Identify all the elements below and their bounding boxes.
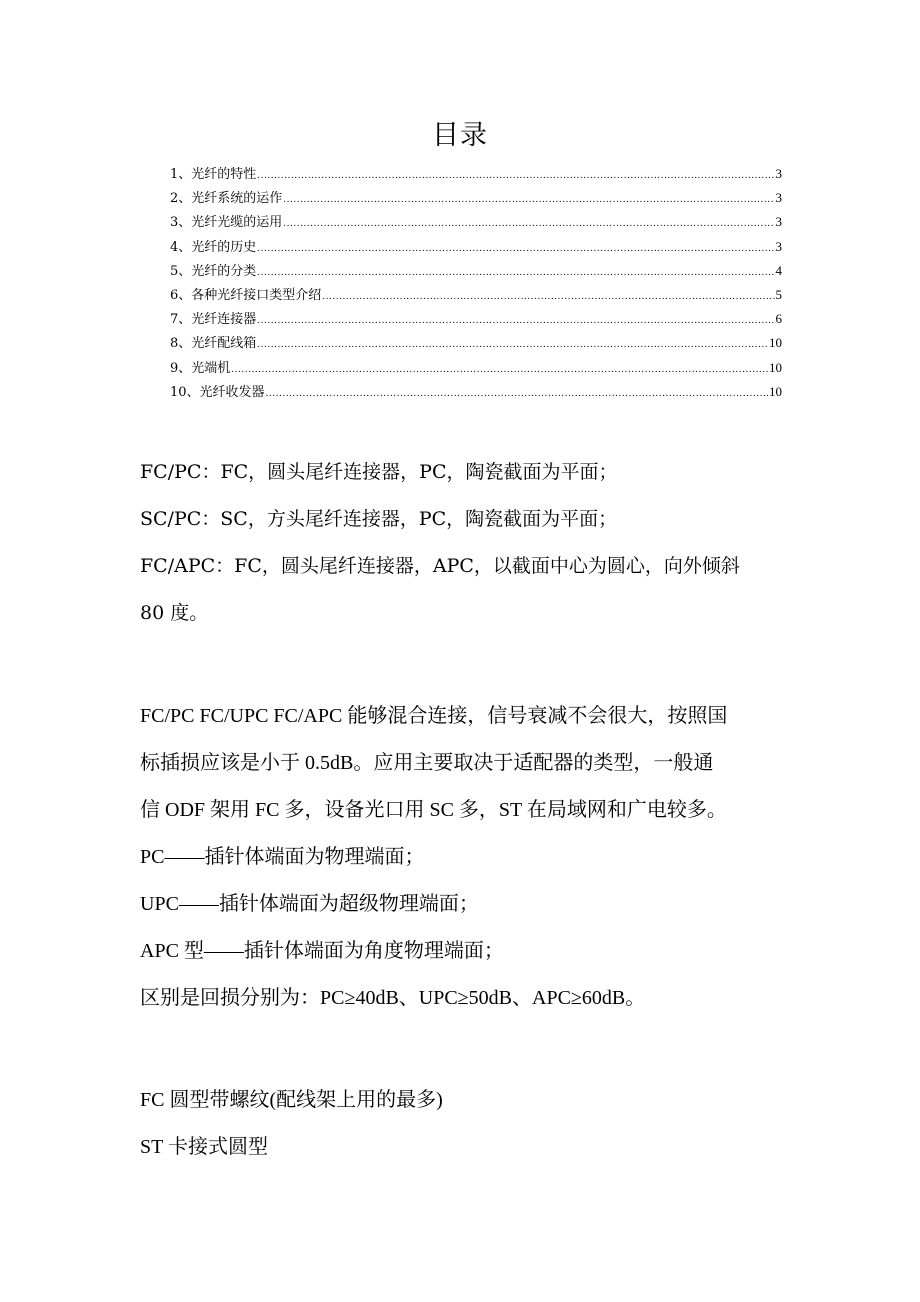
toc-entry-page: 10 <box>769 359 782 375</box>
toc-leader-dots <box>322 285 774 307</box>
toc-entry-label: 2、光纤系统的运作 <box>170 191 283 207</box>
toc-leader-dots <box>257 237 774 259</box>
paragraph-line: 信 ODF 架用 FC 多，设备光口用 SC 多，ST 在局域网和广电较多。 <box>140 799 727 821</box>
toc-entry-10[interactable] <box>170 380 782 404</box>
paragraph-line: ST 卡接式圆型 <box>140 1136 268 1158</box>
toc-entry-page: 3 <box>775 166 782 181</box>
toc-entry-label: 8、光纤配线箱 <box>170 336 257 352</box>
paragraph-line: FC/APC：FC，圆头尾纤连接器，APC，以截面中心为圆心，向外倾斜 <box>140 555 740 577</box>
toc-entry-label: 6、各种光纤接口类型介绍 <box>170 287 322 303</box>
toc-entry-label: 10、光纤收发器 <box>170 384 265 400</box>
toc-entry-label: 3、光纤光缆的运用 <box>170 215 283 231</box>
table-of-contents <box>170 162 782 404</box>
toc-leader-dots <box>231 358 768 380</box>
paragraph-line: 标插损应该是小于 0.5dB。应用主要取决于适配器的类型，一般通 <box>140 752 714 774</box>
toc-entry-page: 3 <box>775 214 782 230</box>
toc-entry-1[interactable] <box>170 162 782 186</box>
toc-entry-2[interactable] <box>170 186 782 210</box>
toc-entry-page: 5 <box>775 286 782 302</box>
toc-entry-8[interactable] <box>170 331 782 355</box>
toc-leader-dots <box>257 333 768 355</box>
toc-leader-dots <box>283 212 774 234</box>
toc-entry-label: 7、光纤连接器 <box>170 312 257 328</box>
toc-entry-5[interactable] <box>170 259 782 283</box>
toc-leader-dots <box>257 309 774 331</box>
paragraph-line: PC——插针体端面为物理端面； <box>140 846 425 868</box>
paragraph-line: FC/PC FC/UPC FC/APC 能够混合连接，信号衰减不会很大，按照国 <box>140 705 728 727</box>
toc-entry-9[interactable] <box>170 356 782 380</box>
toc-entry-label: 9、光端机 <box>170 360 231 376</box>
page-title: 目录 <box>432 120 488 151</box>
paragraph-line: APC 型——插针体端面为角度物理端面； <box>140 940 504 962</box>
toc-entry-6[interactable] <box>170 283 782 307</box>
toc-entry-page: 3 <box>775 238 782 254</box>
toc-entry-page: 10 <box>769 383 782 399</box>
toc-entry-page: 3 <box>775 190 782 206</box>
toc-entry-7[interactable] <box>170 307 782 331</box>
section-connector-types <box>140 449 800 637</box>
paragraph-line: 区别是回损分别为：PC≥40dB、UPC≥50dB、APC≥60dB。 <box>140 987 646 1009</box>
toc-entry-3[interactable] <box>170 210 782 234</box>
paragraph-line: FC/PC：FC，圆头尾纤连接器，PC，陶瓷截面为平面； <box>140 461 618 483</box>
paragraph-line: UPC——插针体端面为超级物理端面； <box>140 893 479 915</box>
paragraph-line: SC/PC：SC，方头尾纤连接器，PC，陶瓷截面为平面； <box>140 508 618 530</box>
toc-entry-page: 10 <box>769 335 782 351</box>
toc-entry-page: 4 <box>775 262 782 278</box>
section-endface-types <box>140 693 800 1022</box>
section-connector-shapes <box>140 1077 800 1171</box>
toc-leader-dots <box>257 261 774 283</box>
paragraph-line: FC 圆型带螺纹(配线架上用的最多) <box>140 1089 443 1111</box>
toc-leader-dots <box>266 382 768 404</box>
toc-leader-dots <box>257 164 774 186</box>
paragraph-line: 80 度。 <box>140 602 209 624</box>
toc-entry-page: 6 <box>775 311 782 327</box>
toc-leader-dots <box>283 188 774 210</box>
toc-entry-label: 1、光纤的特性 <box>170 167 257 182</box>
toc-entry-4[interactable] <box>170 235 782 259</box>
toc-entry-label: 4、光纤的历史 <box>170 239 257 255</box>
toc-entry-label: 5、光纤的分类 <box>170 263 257 279</box>
